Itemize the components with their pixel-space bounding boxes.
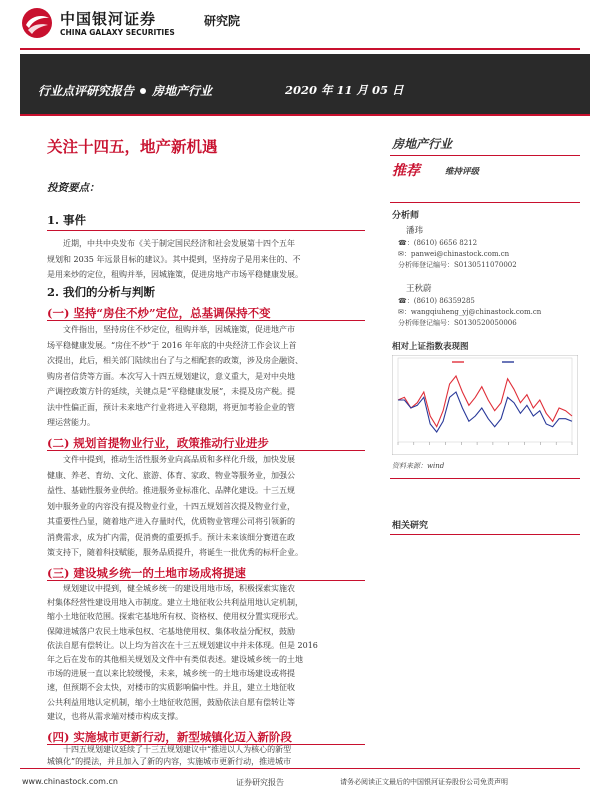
category-bar-stripe: [20, 114, 590, 116]
text-line: 益性、基础性服务业供给。推进服务业标准化、品牌化建设。十三五规: [47, 486, 295, 495]
institute-label: 研究院: [204, 14, 241, 28]
sidebar-rule: [390, 155, 580, 156]
subsection-3-heading-box: [47, 562, 365, 581]
subsection-3-body: [47, 582, 365, 724]
text-line: 文件中提到，推动生活性服务业向高品质和多样化升级，加快发展: [63, 455, 295, 464]
analyst-1-email: ✉：panwei@chinastock.com.cn: [398, 250, 510, 258]
footer-url[interactable]: www.chinastock.com.cn: [22, 777, 118, 786]
text-line: 产调控政策方针的延续，关键点是“平稳健康发展”，未提及房产税。提: [47, 387, 296, 396]
footer-label: 证券研究报告: [236, 778, 284, 787]
text-line: 规划和 2035 年远景目标的建议》。其中提到，坚持房子是用来住的、不: [47, 254, 301, 264]
analyst-2-cert: 分析师登记编号：S0130520050006: [398, 319, 517, 327]
sidebar-rule: [390, 202, 580, 203]
footer-disclaimer: 请务必阅读正文最后的中国银河证券股份公司免责声明: [340, 778, 508, 786]
sidebar-rule: [390, 534, 580, 535]
text-line: 策支持下，随着科技赋能，服务品质提升，将诞生一批优秀的标杆企业。: [47, 548, 303, 557]
text-line: 规划建议中提到，健全城乡统一的建设用地市场，积极探索实施农: [63, 584, 295, 593]
subsection-4-heading: (四) 实施城市更新行动，新型城镇化迈入新阶段: [47, 730, 292, 744]
text-line: 公共利益用地认定机制，缩小土地征收范围，鼓励依法自愿有偿转让等: [47, 697, 295, 707]
text-line: 消费需求，成为扩内需，促消费的重要抓手。预计未来该细分赛道在政: [47, 532, 295, 542]
subsection-2-body: [47, 452, 365, 561]
analyst-2-name: 王秋蔚: [406, 284, 432, 294]
text-line: 年之后在发布的其他相关规划及文件中有类似表述。建设城乡统一的土地: [47, 655, 303, 665]
logo-english: CHINA GALAXY SECURITIES: [60, 28, 175, 37]
galaxy-logo-icon: [20, 6, 54, 40]
report-date: 2020 年 11 月 05 日: [285, 83, 404, 97]
report-type: 行业点评研究报告: [38, 84, 135, 98]
sidebar-rule: [390, 478, 580, 479]
category-bar-label: [38, 82, 212, 99]
text-line: 村集体经营性建设用地入市制度。建立土地征收公共利益用地认定机制，: [47, 598, 303, 608]
text-line: 保障进城落户农民土地承包权、宅基地使用权、集体收益分配权，鼓励: [47, 626, 295, 636]
subsection-2-heading-box: [47, 432, 365, 451]
sidebar-industry: 房地产行业: [392, 137, 453, 151]
section-1-rule: [47, 230, 365, 231]
text-line: 健康、养老、育幼、文化、旅游、体育、家政、物业等服务业，加强公: [47, 470, 295, 480]
subsection-1-body: [47, 322, 365, 431]
logo-chinese: 中国银河证券: [60, 10, 157, 28]
header-rule: [20, 48, 580, 50]
analyst-1-phone: ☎：(8610) 6656 8212: [398, 239, 478, 247]
analyst-2-email: ✉：wangqiuheng_yj@chinastock.com.cn: [398, 308, 542, 316]
rating-label: 推荐: [392, 163, 420, 179]
text-line: 法中性偏正面，预计未来地产行业将进入平稳期，将更加考验企业的管: [47, 402, 295, 412]
analyst-2-phone: ☎：(8610) 86359285: [398, 297, 475, 305]
text-line: 次提出，此后，相关部门陆续出台了与之相配套的政策，涉及房企融资、: [47, 356, 303, 365]
footer-rule: [20, 768, 580, 769]
text-line: 建议，也将从需求端对楼市构成支撑。: [47, 711, 183, 721]
investment-points-label: 投资要点：: [47, 182, 100, 194]
analyst-1-name: 潘玮: [406, 226, 424, 236]
section-2-title: 2. 我们的分析与判断: [47, 285, 156, 299]
text-line: 速，但预期不会太快，对楼市的实质影响偏中性。并且，建立土地征收: [47, 683, 295, 693]
bullet-dot-icon: [140, 88, 146, 94]
relative-performance-chart: [392, 355, 578, 455]
report-title: 关注十四五，地产新机遇: [47, 137, 218, 156]
text-line: 市场的进展一直以来比较缓慢，未来，城乡统一的土地市场建设或将提: [47, 669, 295, 679]
text-line: 近期，中共中央发布《关于制定国民经济和社会发展第十四个五年: [63, 239, 295, 248]
analyst-heading: 分析师: [392, 211, 420, 221]
text-line: 其重要性凸显，随着地产进入存量时代，优质物业管理公司将引领新的: [47, 517, 295, 526]
industry-label: 房地产行业: [152, 84, 213, 98]
subsection-1-heading: (一) 坚持“房住不炒”定位，总基调保持不变: [47, 306, 271, 320]
text-line: 文件指出，坚持房住不炒定位，租购并举，因城施策，促进地产市: [63, 325, 295, 334]
chart-heading: 相对上证指数表现图: [392, 342, 469, 352]
text-line: 缩小土地征收范围。探索宅基地所有权、资格权、使用权分置实现形式。: [47, 612, 303, 622]
text-line: 场平稳健康发展。“房住不炒”于 2016 年年底的中央经济工作会议上首: [47, 340, 297, 350]
subsection-1-heading-box: [47, 302, 365, 321]
text-line: 城镇化”的提法，并且加入了新的内容，实施城市更新行动，推进城市: [47, 757, 292, 766]
subsection-2-heading: (二) 规划首提物业行业，政策推动行业进步: [47, 436, 269, 450]
section-1-title: 1. 事件: [47, 213, 87, 227]
text-line: 购房者信贷等方面。本次写入十四五规划建议，意义重大，是对中央地: [47, 371, 295, 381]
text-line: 依法自愿有偿转让。以上均为首次在十三五规划建议中并未体现。但是 2016: [47, 640, 318, 650]
section-1-body: [47, 236, 365, 283]
text-line: 是用来炒的定位，租购并举，因城施策，促进房地产市场平稳健康发展。: [47, 270, 303, 279]
related-research-heading: 相关研究: [392, 521, 429, 531]
subsection-3-heading: (三) 建设城乡统一的土地市场成将提速: [47, 566, 246, 580]
subsection-4-heading-box: [47, 726, 365, 745]
chart-source: 资料来源：wind: [392, 462, 445, 470]
analyst-1-cert: 分析师登记编号：S0130511070002: [398, 261, 517, 269]
subsection-4-body: [47, 744, 365, 768]
text-line: 十四五规划建议延续了十三五规划建议中“推进以人为核心的新型: [63, 745, 292, 754]
rating-note: 维持评级: [445, 167, 480, 177]
text-line: 划中服务业的内容没有提及物业行业，十四五规划首次提及物业行业，: [47, 501, 295, 511]
text-line: 理运营能力。: [47, 418, 95, 427]
